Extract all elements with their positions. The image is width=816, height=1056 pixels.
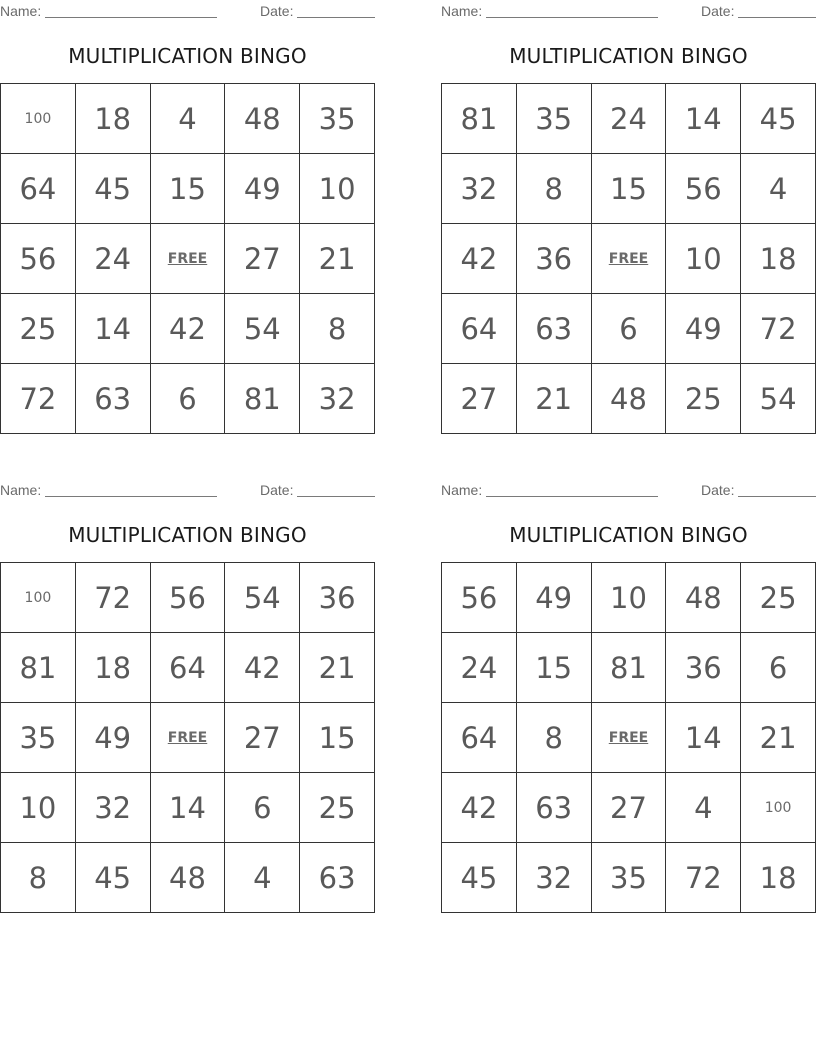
- name-line: [45, 496, 217, 497]
- bingo-cell: 56: [442, 563, 517, 633]
- bingo-cell: 27: [592, 773, 667, 843]
- bingo-cell: 18: [76, 84, 151, 154]
- bingo-cell: 27: [442, 364, 517, 434]
- bingo-cell: 100: [1, 84, 76, 154]
- name-date-row: [0, 3, 375, 19]
- bingo-cell: 81: [442, 84, 517, 154]
- bingo-cell: 35: [300, 84, 375, 154]
- bingo-cell: 64: [151, 633, 226, 703]
- name-date-row: [441, 482, 816, 498]
- free-space-cell: FREE: [151, 224, 226, 294]
- bingo-cell: 48: [666, 563, 741, 633]
- bingo-cell: 27: [225, 224, 300, 294]
- bingo-cell: 10: [666, 224, 741, 294]
- bingo-cell: 54: [741, 364, 816, 434]
- bingo-cell: 32: [442, 154, 517, 224]
- free-space-cell: FREE: [151, 703, 226, 773]
- bingo-cell: 35: [592, 843, 667, 913]
- bingo-cell: 6: [225, 773, 300, 843]
- bingo-grid: [441, 562, 816, 913]
- bingo-cell: 64: [1, 154, 76, 224]
- bingo-cell: 48: [151, 843, 226, 913]
- bingo-cell: 8: [300, 294, 375, 364]
- bingo-cell: 48: [592, 364, 667, 434]
- bingo-cell: 6: [151, 364, 226, 434]
- bingo-cell: 4: [151, 84, 226, 154]
- bingo-cell: 72: [741, 294, 816, 364]
- bingo-card-2: [441, 0, 816, 434]
- bingo-cell: 42: [225, 633, 300, 703]
- bingo-cell: 64: [442, 294, 517, 364]
- bingo-cell: 81: [225, 364, 300, 434]
- bingo-cell: 72: [1, 364, 76, 434]
- name-line: [486, 17, 658, 18]
- bingo-cell: 24: [442, 633, 517, 703]
- free-space-cell: FREE: [592, 224, 667, 294]
- date-line: [297, 496, 375, 497]
- bingo-cell: 72: [76, 563, 151, 633]
- bingo-cell: 25: [741, 563, 816, 633]
- bingo-cell: 42: [442, 773, 517, 843]
- bingo-cell: 35: [517, 84, 592, 154]
- bingo-cell: 25: [300, 773, 375, 843]
- bingo-cell: 54: [225, 294, 300, 364]
- name-date-row: [441, 3, 816, 19]
- bingo-cell: 81: [592, 633, 667, 703]
- bingo-cell: 64: [442, 703, 517, 773]
- bingo-grid: [0, 562, 375, 913]
- bingo-cell: 15: [517, 633, 592, 703]
- bingo-cell: 14: [76, 294, 151, 364]
- bingo-cell: 6: [741, 633, 816, 703]
- bingo-cell: 36: [517, 224, 592, 294]
- bingo-cell: 36: [666, 633, 741, 703]
- card-title: MULTIPLICATION BINGO: [509, 44, 748, 68]
- bingo-cell: 49: [225, 154, 300, 224]
- name-date-row: [0, 482, 375, 498]
- bingo-cell: 8: [1, 843, 76, 913]
- bingo-cell: 15: [592, 154, 667, 224]
- bingo-cell: 48: [225, 84, 300, 154]
- bingo-cell: 49: [517, 563, 592, 633]
- bingo-cell: 21: [300, 633, 375, 703]
- bingo-cell: 24: [76, 224, 151, 294]
- bingo-cell: 81: [1, 633, 76, 703]
- bingo-cell: 32: [300, 364, 375, 434]
- date-label: Date:: [701, 482, 735, 498]
- bingo-cell: 42: [151, 294, 226, 364]
- bingo-cell: 49: [76, 703, 151, 773]
- date-line: [738, 496, 816, 497]
- bingo-cell: 42: [442, 224, 517, 294]
- bingo-cell: 4: [741, 154, 816, 224]
- bingo-cell: 6: [592, 294, 667, 364]
- bingo-cell: 35: [1, 703, 76, 773]
- name-label: Name:: [441, 3, 483, 19]
- bingo-cell: 45: [76, 154, 151, 224]
- free-space-cell: FREE: [592, 703, 667, 773]
- bingo-cell: 54: [225, 563, 300, 633]
- bingo-cell: 18: [741, 224, 816, 294]
- bingo-cell: 63: [517, 773, 592, 843]
- bingo-cell: 32: [76, 773, 151, 843]
- bingo-cell: 14: [151, 773, 226, 843]
- bingo-cell: 21: [517, 364, 592, 434]
- bingo-cell: 21: [300, 224, 375, 294]
- bingo-cell: 15: [300, 703, 375, 773]
- name-label: Name:: [0, 482, 42, 498]
- date-label: Date:: [260, 482, 294, 498]
- name-label: Name:: [0, 3, 42, 19]
- date-line: [297, 17, 375, 18]
- card-title: MULTIPLICATION BINGO: [68, 44, 307, 68]
- bingo-cell: 8: [517, 703, 592, 773]
- bingo-cell: 14: [666, 703, 741, 773]
- bingo-cell: 10: [300, 154, 375, 224]
- date-line: [738, 17, 816, 18]
- bingo-card-3: [0, 479, 375, 913]
- bingo-cell: 27: [225, 703, 300, 773]
- bingo-cell: 25: [666, 364, 741, 434]
- bingo-cell: 8: [517, 154, 592, 224]
- bingo-grid: [441, 83, 816, 434]
- bingo-cell: 10: [592, 563, 667, 633]
- bingo-cell: 21: [741, 703, 816, 773]
- bingo-cell: 63: [517, 294, 592, 364]
- bingo-cell: 56: [1, 224, 76, 294]
- bingo-cell: 100: [741, 773, 816, 843]
- bingo-cell: 45: [76, 843, 151, 913]
- bingo-cell: 36: [300, 563, 375, 633]
- bingo-cell: 45: [741, 84, 816, 154]
- name-line: [486, 496, 658, 497]
- bingo-cell: 4: [225, 843, 300, 913]
- name-label: Name:: [441, 482, 483, 498]
- bingo-cell: 45: [442, 843, 517, 913]
- bingo-cell: 100: [1, 563, 76, 633]
- date-label: Date:: [260, 3, 294, 19]
- bingo-grid: [0, 83, 375, 434]
- bingo-cell: 56: [151, 563, 226, 633]
- bingo-card-1: [0, 0, 375, 434]
- bingo-cell: 56: [666, 154, 741, 224]
- bingo-cell: 49: [666, 294, 741, 364]
- bingo-cell: 63: [76, 364, 151, 434]
- bingo-cell: 15: [151, 154, 226, 224]
- bingo-cell: 14: [666, 84, 741, 154]
- bingo-cell: 18: [741, 843, 816, 913]
- bingo-cell: 25: [1, 294, 76, 364]
- name-line: [45, 17, 217, 18]
- bingo-cell: 32: [517, 843, 592, 913]
- card-title: MULTIPLICATION BINGO: [68, 523, 307, 547]
- bingo-cell: 10: [1, 773, 76, 843]
- bingo-cell: 63: [300, 843, 375, 913]
- bingo-cell: 72: [666, 843, 741, 913]
- card-title: MULTIPLICATION BINGO: [509, 523, 748, 547]
- bingo-cell: 18: [76, 633, 151, 703]
- bingo-card-4: [441, 479, 816, 913]
- bingo-cell: 4: [666, 773, 741, 843]
- bingo-cell: 24: [592, 84, 667, 154]
- date-label: Date:: [701, 3, 735, 19]
